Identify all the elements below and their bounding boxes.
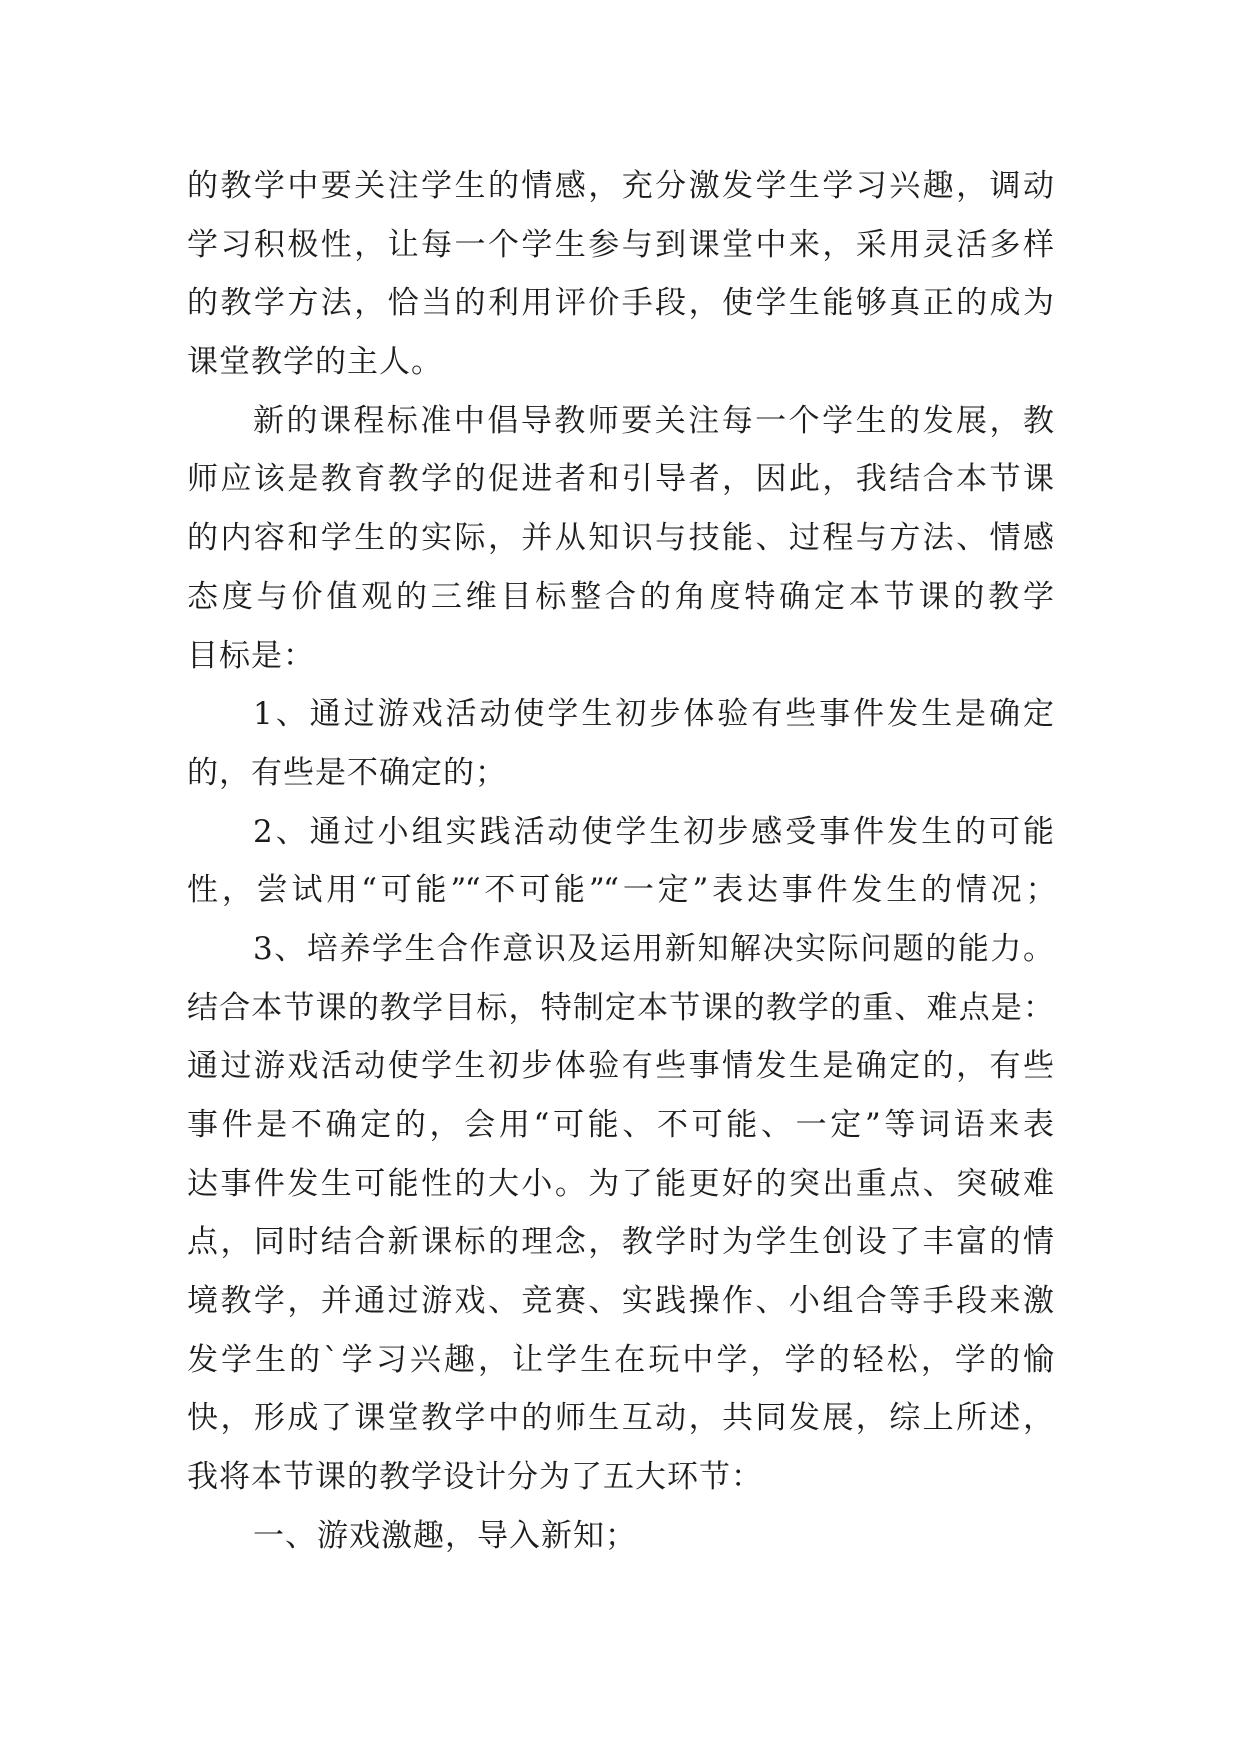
text-line: 1、通过游戏活动使学生初步体验有些事件发生是确定: [253, 696, 1055, 733]
paragraph: [187, 1507, 1055, 1566]
text-line: 学习积极性，让每一个学生参与到课堂中来，采用灵活多样: [187, 226, 1055, 263]
text-line: 态度与价值观的三维目标整合的角度特确定本节课的教学: [187, 578, 1055, 615]
text-line: 结合本节课的教学目标，特制定本节课的教学的重、难点是：: [187, 989, 1055, 1026]
text-line: 境教学，并通过游戏、竞赛、实践操作、小组合等手段来激: [187, 1283, 1055, 1320]
text-line: 新的课程标准中倡导教师要关注每一个学生的发展，教: [253, 402, 1055, 439]
text-line: 点，同时结合新课标的理念，教学时为学生创设了丰富的情: [187, 1224, 1055, 1261]
text-line: 目标是：: [187, 637, 315, 674]
text-line: 的教学中要关注学生的情感，充分激发学生学习兴趣，调动: [187, 168, 1055, 204]
text-line: 快，形成了课堂教学中的师生互动，共同发展，综上所述，: [187, 1400, 1055, 1437]
text-line: 课堂教学的主人。: [187, 344, 443, 381]
text-line: 达事件发生可能性的大小。为了能更好的突出重点、突破难: [187, 1165, 1055, 1202]
text-line: 通过游戏活动使学生初步体验有些事情发生是确定的，有些: [187, 1048, 1055, 1085]
body-text: [187, 157, 1055, 1566]
text-line: 2、通过小组实践活动使学生初步感受事件发生的可能: [253, 813, 1055, 850]
text-line: 的内容和学生的实际，并从知识与技能、过程与方法、情感: [187, 520, 1055, 557]
text-line: 我将本节课的教学设计分为了五大环节：: [187, 1459, 763, 1496]
paragraph: [187, 920, 1055, 1507]
paragraph: [187, 803, 1055, 920]
paragraph: [187, 157, 1055, 392]
paragraph: [187, 685, 1055, 802]
text-line: 的，有些是不确定的；: [187, 754, 507, 791]
text-line: 3、培养学生合作意识及运用新知解决实际问题的能力。: [253, 930, 1055, 967]
text-line: 一、游戏激趣，导入新知；: [253, 1517, 637, 1554]
text-line: 师应该是教育教学的促进者和引导者，因此，我结合本节课: [187, 461, 1055, 498]
text-line: 性，尝试用“可能”“不可能”“一定”表达事件发生的情况；: [187, 872, 1055, 909]
text-line: 发学生的`学习兴趣，让学生在玩中学，学的轻松，学的愉: [187, 1341, 1055, 1378]
paragraph: [187, 392, 1055, 685]
text-line: 的教学方法，恰当的利用评价手段，使学生能够真正的成为: [187, 285, 1055, 322]
text-line: 事件是不确定的，会用“可能、不可能、一定”等词语来表: [187, 1107, 1055, 1143]
